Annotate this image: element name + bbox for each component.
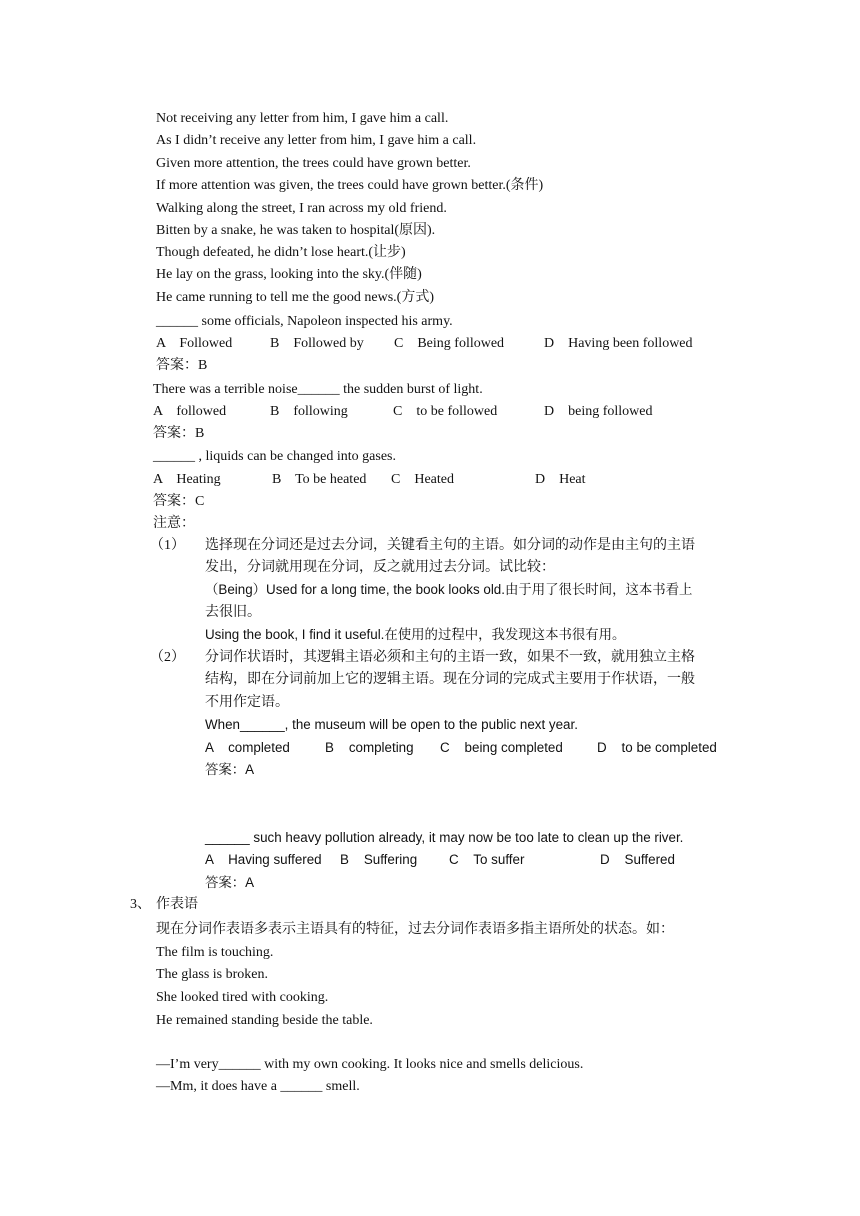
answer: 答案：A [205, 762, 255, 777]
option-b: B completing [325, 740, 414, 755]
answer: 答案：B [156, 358, 208, 373]
option-b: B Followed by [270, 336, 364, 351]
option-c: C to be followed [393, 404, 498, 419]
example-line: He came running to tell me the good news.(方式) [156, 290, 434, 305]
question-stem: ______ such heavy pollution already, it may now be too late to clean up the river. [205, 830, 684, 845]
option-d: D being followed [544, 404, 653, 419]
example-line: Bitten by a snake, he was taken to hospital(原因). [156, 223, 436, 238]
example-line: She looked tired with cooking. [156, 990, 329, 1005]
question-stem: There was a terrible noise______ the sudden burst of light. [153, 382, 483, 397]
option-b: B following [270, 404, 348, 419]
note-number: （1） [150, 538, 185, 553]
example-line: He remained standing beside the table. [156, 1013, 373, 1028]
option-c: C Being followed [394, 336, 505, 351]
dialogue-line: —I’m very______ with my own cooking. It looks nice and smells delicious. [156, 1057, 584, 1072]
example-line: Walking along the street, I ran across my old friend. [156, 201, 447, 216]
option-c: C being completed [440, 740, 563, 755]
option-a: A Followed [156, 336, 233, 351]
note-text: 结构，即在分词前加上它的逻辑主语。现在分词的完成式主要用于作状语，一般 [205, 672, 695, 687]
note-text: 去很旧。 [205, 605, 261, 620]
question-stem: ______ some officials, Napoleon inspected his army. [156, 314, 453, 329]
section-number: 3、 [130, 897, 151, 912]
note-text: 发出，分词就用现在分词，反之就用过去分词。试比较： [205, 560, 555, 575]
example-line: The film is touching. [156, 945, 274, 960]
option-d: D Having been followed [544, 336, 693, 351]
option-d: D Suffered [600, 852, 675, 867]
option-b: B Suffering [340, 852, 418, 867]
answer: 答案：C [153, 494, 205, 509]
note-title: 注意： [153, 516, 195, 531]
option-c: C Heated [391, 472, 454, 487]
option-a: A Having suffered [205, 852, 322, 867]
example-line: Given more attention, the trees could have grown better. [156, 156, 471, 171]
question-stem: ______ , liquids can be changed into gases. [153, 449, 397, 464]
example-line: The glass is broken. [156, 967, 268, 982]
option-a: A completed [205, 740, 290, 755]
option-a: A Heating [153, 472, 221, 487]
option-c: C To suffer [449, 852, 525, 867]
section-intro: 现在分词作表语多表示主语具有的特征，过去分词作表语多指主语所处的状态。如： [156, 922, 674, 937]
option-d: D Heat [535, 472, 586, 487]
note-text: 分词作状语时，其逻辑主语必须和主句的主语一致，如果不一致，就用独立主格 [205, 650, 695, 665]
note-text: 不用作定语。 [205, 695, 289, 710]
note-text: 选择现在分词还是过去分词，关键看主句的主语。如分词的动作是由主句的主语 [205, 538, 695, 553]
section-title: 作表语 [156, 897, 198, 912]
option-d: D to be completed [597, 740, 717, 755]
question-stem: When______, the museum will be open to the public next year. [205, 717, 578, 732]
example-line: Not receiving any letter from him, I gave him a call. [156, 111, 449, 126]
example-line: Though defeated, he didn’t lose heart.(让步) [156, 245, 406, 260]
dialogue-line: —Mm, it does have a ______ smell. [156, 1079, 360, 1094]
option-b: B To be heated [272, 472, 367, 487]
example-line: He lay on the grass, looking into the sky.(伴随) [156, 267, 422, 282]
note-number: （2） [150, 650, 185, 665]
option-a: A followed [153, 404, 227, 419]
note-text: Using the book, I find it useful.在使用的过程中，我发现这本书很有用。 [205, 627, 626, 642]
note-text: （Being）Used for a long time, the book looks old.由于用了很长时间，这本书看上 [205, 582, 693, 597]
example-line: As I didn’t receive any letter from him, I gave him a call. [156, 133, 477, 148]
example-line: If more attention was given, the trees could have grown better.(条件) [156, 178, 544, 193]
answer: 答案：B [153, 426, 205, 441]
answer: 答案：A [205, 875, 255, 890]
